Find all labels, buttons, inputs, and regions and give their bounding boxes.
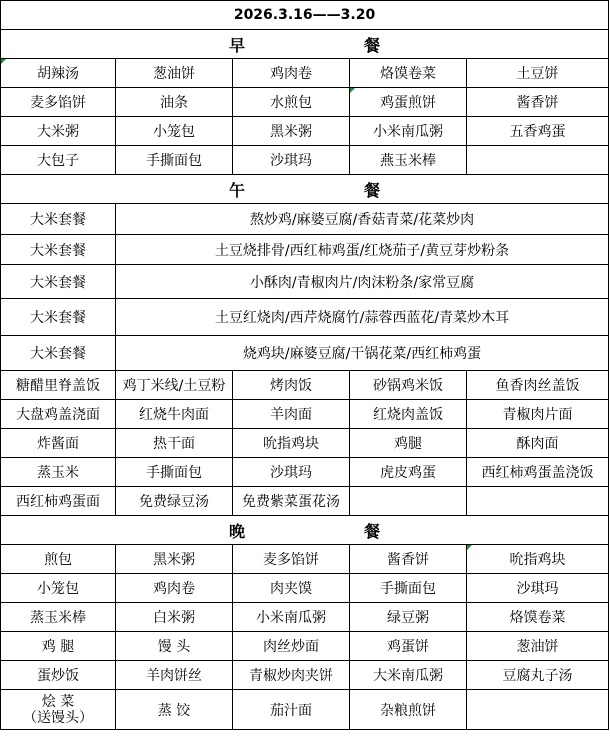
dinner-item: 杂粮煎饼 — [350, 690, 467, 730]
dinner-item: 小笼包 — [1, 574, 116, 603]
breakfast-item — [467, 146, 609, 175]
dinner-item: 鸡 腿 — [1, 632, 116, 661]
breakfast-item: 酱香饼 — [467, 88, 609, 117]
lunch-item: 手撕面包 — [116, 458, 233, 487]
lunch-item: 蒸玉米 — [1, 458, 116, 487]
dinner-item: 肉丝炒面 — [233, 632, 350, 661]
breakfast-item: 胡辣汤 — [1, 59, 116, 88]
breakfast-header — [1, 30, 609, 59]
dinner-item: 烙馍卷菜 — [467, 603, 609, 632]
breakfast-item: 土豆饼 — [467, 59, 609, 88]
breakfast-item: 油条 — [116, 88, 233, 117]
lunch-item — [350, 487, 467, 516]
dinner-item: 手撕面包 — [350, 574, 467, 603]
breakfast-item: 烙馍卷菜 — [350, 59, 467, 88]
breakfast-item: 葱油饼 — [116, 59, 233, 88]
lunch-title-right: 餐 — [364, 180, 381, 200]
dinner-item-line2: （送馒头） — [23, 709, 93, 726]
lunch-item: 红烧牛肉面 — [116, 400, 233, 429]
dinner-item: 鸡肉卷 — [116, 574, 233, 603]
lunch-item: 鱼香肉丝盖饭 — [467, 371, 609, 400]
lunch-item: 大盘鸡盖浇面 — [1, 400, 116, 429]
dinner-item: 蒸玉米棒 — [1, 603, 116, 632]
lunch-set-dishes: 土豆红烧肉/西芹烧腐竹/蒜蓉西蓝花/青菜炒木耳 — [116, 299, 609, 336]
breakfast-item: 小笼包 — [116, 117, 233, 146]
lunch-item: 砂锅鸡米饭 — [350, 371, 467, 400]
dinner-title-right: 餐 — [364, 521, 381, 541]
lunch-item: 红烧肉盖饭 — [350, 400, 467, 429]
lunch-item: 免费紫菜蛋花汤 — [233, 487, 350, 516]
lunch-set-name: 大米套餐 — [1, 204, 116, 235]
dinner-item: 肉夹馍 — [233, 574, 350, 603]
lunch-item: 沙琪玛 — [233, 458, 350, 487]
dinner-item: 茄汁面 — [233, 690, 350, 730]
lunch-item: 糖醋里脊盖饭 — [1, 371, 116, 400]
dinner-item: 鸡蛋饼 — [350, 632, 467, 661]
dinner-item: 羊肉饼丝 — [116, 661, 233, 690]
breakfast-item: 大包子 — [1, 146, 116, 175]
breakfast-item: 鸡蛋煎饼 — [350, 88, 467, 117]
dinner-item: 吮指鸡块 — [467, 545, 609, 574]
lunch-set-name: 大米套餐 — [1, 336, 116, 371]
dinner-item: 绿豆粥 — [350, 603, 467, 632]
breakfast-item: 五香鸡蛋 — [467, 117, 609, 146]
lunch-item: 鸡腿 — [350, 429, 467, 458]
breakfast-item: 小米南瓜粥 — [350, 117, 467, 146]
lunch-item: 西红柿鸡蛋盖浇饭 — [467, 458, 609, 487]
dinner-item: 酱香饼 — [350, 545, 467, 574]
dinner-header — [1, 516, 609, 545]
dinner-item: 豆腐丸子汤 — [467, 661, 609, 690]
dinner-item: 沙琪玛 — [467, 574, 609, 603]
dinner-item: 蒸 饺 — [116, 690, 233, 730]
lunch-set-name: 大米套餐 — [1, 235, 116, 265]
lunch-item — [467, 487, 609, 516]
dinner-item: 蛋炒饭 — [1, 661, 116, 690]
dinner-item — [1, 690, 116, 730]
lunch-item: 吮指鸡块 — [233, 429, 350, 458]
date-range: 2026.3.16——3.20 — [1, 1, 609, 30]
breakfast-item: 水煎包 — [233, 88, 350, 117]
breakfast-item: 鸡肉卷 — [233, 59, 350, 88]
lunch-set-name: 大米套餐 — [1, 299, 116, 336]
lunch-item: 烤肉饭 — [233, 371, 350, 400]
dinner-title-left: 晚 — [229, 521, 246, 541]
dinner-item: 小米南瓜粥 — [233, 603, 350, 632]
lunch-set-name: 大米套餐 — [1, 265, 116, 299]
lunch-item: 鸡丁米线/土豆粉 — [116, 371, 233, 400]
lunch-set-dishes: 熬炒鸡/麻婆豆腐/香菇青菜/花菜炒肉 — [116, 204, 609, 235]
breakfast-item: 手撕面包 — [116, 146, 233, 175]
dinner-item: 麦多馅饼 — [233, 545, 350, 574]
breakfast-item: 大米粥 — [1, 117, 116, 146]
lunch-item: 西红柿鸡蛋面 — [1, 487, 116, 516]
lunch-item: 羊肉面 — [233, 400, 350, 429]
breakfast-item: 沙琪玛 — [233, 146, 350, 175]
dinner-item: 馒 头 — [116, 632, 233, 661]
breakfast-item: 黑米粥 — [233, 117, 350, 146]
dinner-item: 青椒炒肉夹饼 — [233, 661, 350, 690]
breakfast-item: 燕玉米棒 — [350, 146, 467, 175]
lunch-title-left: 午 — [229, 180, 246, 200]
lunch-header — [1, 175, 609, 204]
breakfast-item: 麦多馅饼 — [1, 88, 116, 117]
lunch-set-dishes: 烧鸡块/麻婆豆腐/干锅花菜/西红柿鸡蛋 — [116, 336, 609, 371]
lunch-set-dishes: 土豆烧排骨/西红柿鸡蛋/红烧茄子/黄豆芽炒粉条 — [116, 235, 609, 265]
dinner-item-line1: 烩 菜 — [41, 693, 75, 710]
lunch-item: 青椒肉片面 — [467, 400, 609, 429]
lunch-item: 虎皮鸡蛋 — [350, 458, 467, 487]
dinner-item: 大米南瓜粥 — [350, 661, 467, 690]
dinner-item: 煎包 — [1, 545, 116, 574]
lunch-item: 酥肉面 — [467, 429, 609, 458]
dinner-item: 葱油饼 — [467, 632, 609, 661]
dinner-item: 白米粥 — [116, 603, 233, 632]
dinner-item — [467, 690, 609, 730]
dinner-item: 黑米粥 — [116, 545, 233, 574]
breakfast-title-right: 餐 — [364, 35, 381, 55]
lunch-item: 免费绿豆汤 — [116, 487, 233, 516]
lunch-item: 炸酱面 — [1, 429, 116, 458]
lunch-set-dishes: 小酥肉/青椒肉片/肉沫粉条/家常豆腐 — [116, 265, 609, 299]
breakfast-title-left: 早 — [229, 35, 246, 55]
lunch-item: 热干面 — [116, 429, 233, 458]
